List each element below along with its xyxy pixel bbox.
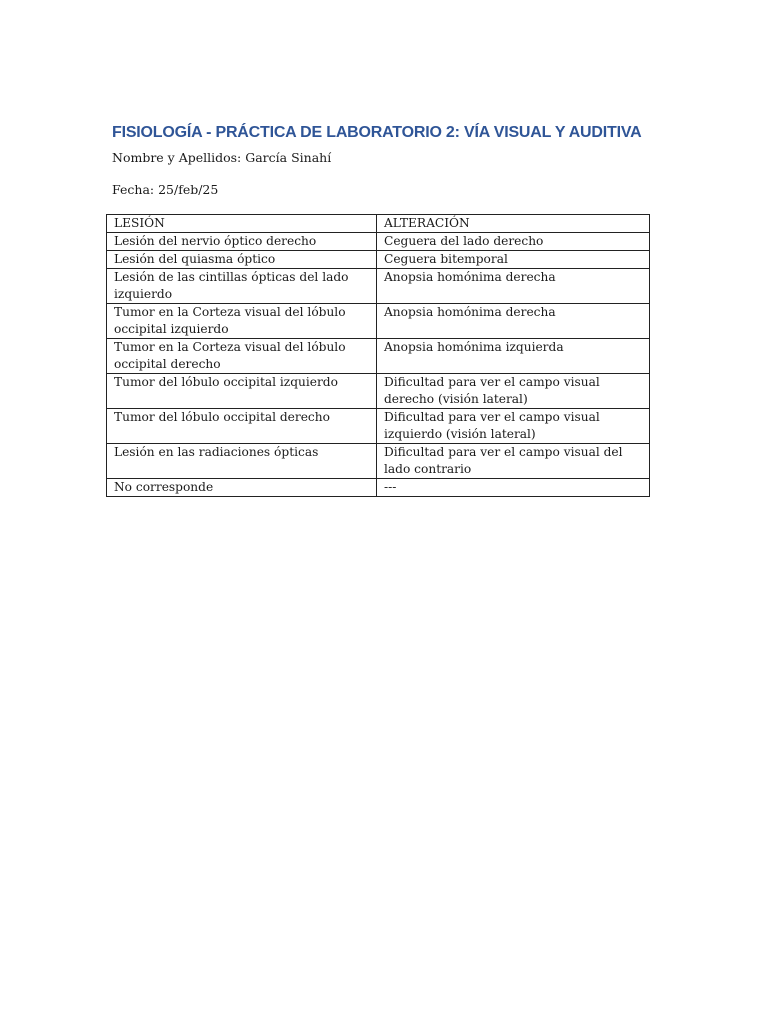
- lesion-cell: Tumor del lóbulo occipital izquierdo: [107, 374, 377, 409]
- table-row: [107, 339, 650, 374]
- alteracion-cell: Ceguera del lado derecho: [377, 233, 650, 251]
- lesion-cell: Lesión de las cintillas ópticas del lado izquierdo: [107, 269, 377, 304]
- table-row: [107, 479, 650, 497]
- lesion-cell: Tumor en la Corteza visual del lóbulo occipital derecho: [107, 339, 377, 374]
- document-title: FISIOLOGÍA - PRÁCTICA DE LABORATORIO 2: VÍA VISUAL Y AUDITIVA: [112, 124, 642, 141]
- table-row: [107, 269, 650, 304]
- lesion-cell: Lesión en las radiaciones ópticas: [107, 444, 377, 479]
- column-header-alteracion: ALTERACIÓN: [377, 215, 650, 233]
- alteracion-cell: Anopsia homónima derecha: [377, 269, 650, 304]
- student-name: Nombre y Apellidos: García Sinahí: [112, 150, 332, 165]
- alteracion-cell: Dificultad para ver el campo visual derecho (visión lateral): [377, 374, 650, 409]
- alteracion-cell: Dificultad para ver el campo visual del lado contrario: [377, 444, 650, 479]
- table-header-row: [107, 215, 650, 233]
- lesion-cell: Tumor del lóbulo occipital derecho: [107, 409, 377, 444]
- table-row: [107, 251, 650, 269]
- lesion-cell: Tumor en la Corteza visual del lóbulo occipital izquierdo: [107, 304, 377, 339]
- table-row: [107, 374, 650, 409]
- alteracion-cell: Dificultad para ver el campo visual izquierdo (visión lateral): [377, 409, 650, 444]
- table-row: [107, 444, 650, 479]
- alteracion-cell: ---: [377, 479, 650, 497]
- lesion-table: [106, 214, 650, 497]
- column-header-lesion: LESIÓN: [107, 215, 377, 233]
- document-date: Fecha: 25/feb/25: [112, 182, 219, 197]
- lesion-cell: No corresponde: [107, 479, 377, 497]
- alteracion-cell: Anopsia homónima derecha: [377, 304, 650, 339]
- lesion-cell: Lesión del nervio óptico derecho: [107, 233, 377, 251]
- table-row: [107, 409, 650, 444]
- alteracion-cell: Ceguera bitemporal: [377, 251, 650, 269]
- lesion-cell: Lesión del quiasma óptico: [107, 251, 377, 269]
- table-row: [107, 233, 650, 251]
- table-row: [107, 304, 650, 339]
- alteracion-cell: Anopsia homónima izquierda: [377, 339, 650, 374]
